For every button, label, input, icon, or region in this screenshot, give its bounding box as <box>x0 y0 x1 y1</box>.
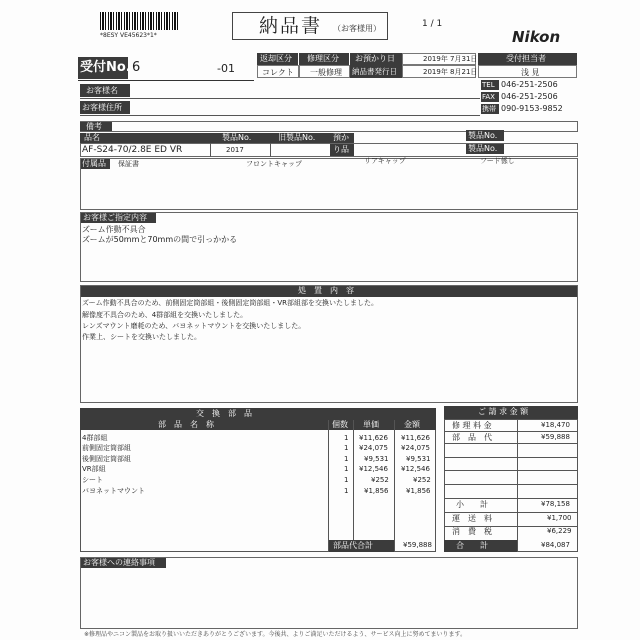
billing-rule <box>444 457 578 458</box>
accessory-item: 保証書 <box>118 160 139 168</box>
treatment-line: ズーム作動不具合のため、前側固定筒部組・後側固定筒部組・VR部組部を交換いたしました。 <box>82 299 379 307</box>
repair-fee-label: 修 理 料 金 <box>452 421 492 430</box>
customer-name-line <box>80 98 480 99</box>
accessory-item: フード係し <box>480 157 515 165</box>
total-value: ¥84,087 <box>541 541 570 549</box>
fax-number: 046-251-2506 <box>501 92 558 101</box>
request-line: ズームが50mmと70mmの間で引っかかる <box>82 235 238 244</box>
billing-rule <box>444 431 578 432</box>
reception-underline <box>78 80 254 81</box>
accessory-item: リアキャップ <box>364 157 406 165</box>
parts-divider <box>353 420 354 552</box>
contact-box <box>80 557 578 629</box>
product-divider-1 <box>210 143 211 157</box>
treatment-line: 作業上、シートを交換いたしました。 <box>82 333 201 341</box>
billing-rule <box>444 484 578 485</box>
billing-rule <box>444 512 578 513</box>
request-box <box>80 212 578 282</box>
invoice-sheet: *8ESY VE45623*1* 納品書 （お客様用） 1 / 1 Nikon 受付No. 6 -01 返却区分 修理区分 お預かり日 2019年 7月31日 受付担当者 コレクト 一般修理 納品書発行日 2019年 8月21日 浅 見 TEL 046-251-2506 FAX 046-251-2506 携帯 090-9153-9852 お客様名 お客様住所 備考 品名 製品No. 旧製品No. 預か り品 製品No. 製品No. AF-S24-70/2.8E ED VR 2017 付属品 保証書 フロントキャップ リアキャップ フード係し お客様ご指定内容 ズーム作動不具合 ズームが50mmと70mmの間で引っかかる 処 置 内 容 ズーム作動不具合のため、前側固定筒部組・後側固定筒部組・VR部組部を交換いたしました。 解像度不具合のため、4群部組を交換いたしました。 レンズマウント磨耗のため、バヨネットマウントを交換いたしました。 作業上、シートを交換いたしました。 交 換 部 品 部 品 名 称 個数 単価 金額 4群部組 1 ¥11,626 ¥11,626 前側固定筒部組 1 ¥24,075 ¥24,075 後側固定筒部組 1 ¥9,531 ¥9,531 VR部組 1 ¥12,546 ¥12,546 シート 1 ¥252 ¥252 バヨネットマウント 1 ¥1,856 ¥1,856 部品代合計 ¥59,888 ご 請 求 金 額 修 理 料 金 ¥18,470 部 品 代 ¥59,888 小 計 ¥78,158 運 送 料 ¥1,700 消 費 税 ¥6,229 合 計 ¥84,087 お客様への連絡事項 ※修理品やニコン製品をお取り扱いいただきありがとうございます。今後共、よりご満足いただけるよう、サービス向上に努めてまいります。 <box>0 0 640 640</box>
reception-label-box <box>78 57 131 79</box>
product-name: AF-S24-70/2.8E ED VR <box>82 145 183 155</box>
accessories-label: 付属品 <box>80 158 110 169</box>
parts-col-name: 部 品 名 称 <box>80 420 328 430</box>
shipping-label: 運 送 料 <box>452 514 492 523</box>
tax-value: ¥6,229 <box>547 527 572 535</box>
billing-rule <box>444 498 578 499</box>
parts-divider <box>328 420 329 552</box>
total-label-box: 合 計 <box>444 540 517 552</box>
status-col-staff: 受付担当者 <box>478 53 577 65</box>
barcode-text: *8ESY VE45623*1* <box>100 32 157 39</box>
parts-col-amount: 金額 <box>395 420 436 430</box>
subtotal-label: 小 計 <box>456 500 488 509</box>
reception-suffix: -01 <box>217 62 235 75</box>
footer-note: ※修理品やニコン製品をお取り扱いいただきありがとうございます。今後共、よりご満足いただけるよう、サービス向上に努めてまいります。 <box>84 631 467 638</box>
remarks-label: 備考 <box>80 121 112 132</box>
status-col-received: お預かり日 <box>350 53 402 65</box>
product-name-label: 品名 <box>80 133 210 143</box>
return-value-cell: コレクト <box>257 65 299 78</box>
parts-total-value: ¥59,888 <box>403 541 432 549</box>
request-label: お客様ご指定内容 <box>80 212 156 223</box>
nikon-logo: Nikon <box>512 28 561 46</box>
received-date-cell: 2019年 7月31日 <box>402 53 476 65</box>
billing-header: ご 請 求 金 額 <box>444 406 578 419</box>
serial-label: 製品No. <box>210 133 270 143</box>
staff-name-cell: 浅 見 <box>478 65 577 78</box>
billing-rule <box>444 470 578 471</box>
repair-fee-value: ¥18,470 <box>541 421 570 429</box>
treatment-line: 解像度不具合のため、4群部組を交換いたしました。 <box>82 311 248 319</box>
ship-date-label: 納品書発行日 <box>350 65 402 78</box>
customer-address-line <box>80 115 480 116</box>
fax-label: FAX <box>481 92 499 102</box>
request-line: ズーム作動不具合 <box>82 225 146 234</box>
treatment-line: レンズマウント磨耗のため、バヨネットマウントを交換いたしました。 <box>82 322 306 330</box>
reception-label: 受付No. <box>80 60 131 75</box>
ship-date-cell: 2019年 8月21日 <box>402 65 476 78</box>
accessories-box <box>80 158 578 210</box>
page-subtitle: （お客様用） <box>333 24 381 33</box>
deposit-label: 預か り品 <box>330 133 354 157</box>
parts-fee-label: 部 品 代 <box>452 433 492 442</box>
mobile-number: 090-9153-9852 <box>501 104 563 113</box>
product-serial: 2017 <box>226 146 244 154</box>
barcode <box>100 12 180 30</box>
status-col-repair: 修理区分 <box>299 53 349 65</box>
customer-name-label: お客様名 <box>80 84 130 97</box>
shipping-value: ¥1,700 <box>547 514 572 522</box>
repair-value-cell: 一般修理 <box>299 65 350 78</box>
product-divider-2 <box>270 143 271 157</box>
parts-header: 交 換 部 品 <box>80 408 436 420</box>
page-number: 1 / 1 <box>422 19 443 29</box>
title-box <box>232 12 388 40</box>
tel-label: TEL <box>481 80 499 90</box>
parts-divider <box>394 420 395 552</box>
accessory-item: フロントキャップ <box>246 160 302 168</box>
page-title: 納品書 <box>259 15 323 37</box>
product-no-label-2: 製品No. <box>466 143 504 154</box>
product-no-label-1: 製品No. <box>466 130 504 141</box>
mobile-label: 携帯 <box>481 104 499 114</box>
contact-label: お客様への連絡事項 <box>80 557 166 568</box>
status-col-return: 返却区分 <box>257 53 298 65</box>
parts-fee-value: ¥59,888 <box>541 433 570 441</box>
tax-label: 消 費 税 <box>452 527 492 536</box>
billing-rule <box>444 443 578 444</box>
subtotal-value: ¥78,158 <box>541 500 570 508</box>
old-serial-label: 旧製品No. <box>270 133 330 143</box>
reception-number: 6 <box>132 60 141 75</box>
tel-number: 046-251-2506 <box>501 80 558 89</box>
parts-col-unit: 単価 <box>354 420 394 430</box>
parts-col-qty: 個数 <box>329 420 353 430</box>
treatment-header: 処 置 内 容 <box>80 285 578 297</box>
billing-divider <box>517 419 518 552</box>
parts-total-label: 部品代合計 <box>329 540 394 552</box>
customer-address-label: お客様住所 <box>80 101 130 114</box>
